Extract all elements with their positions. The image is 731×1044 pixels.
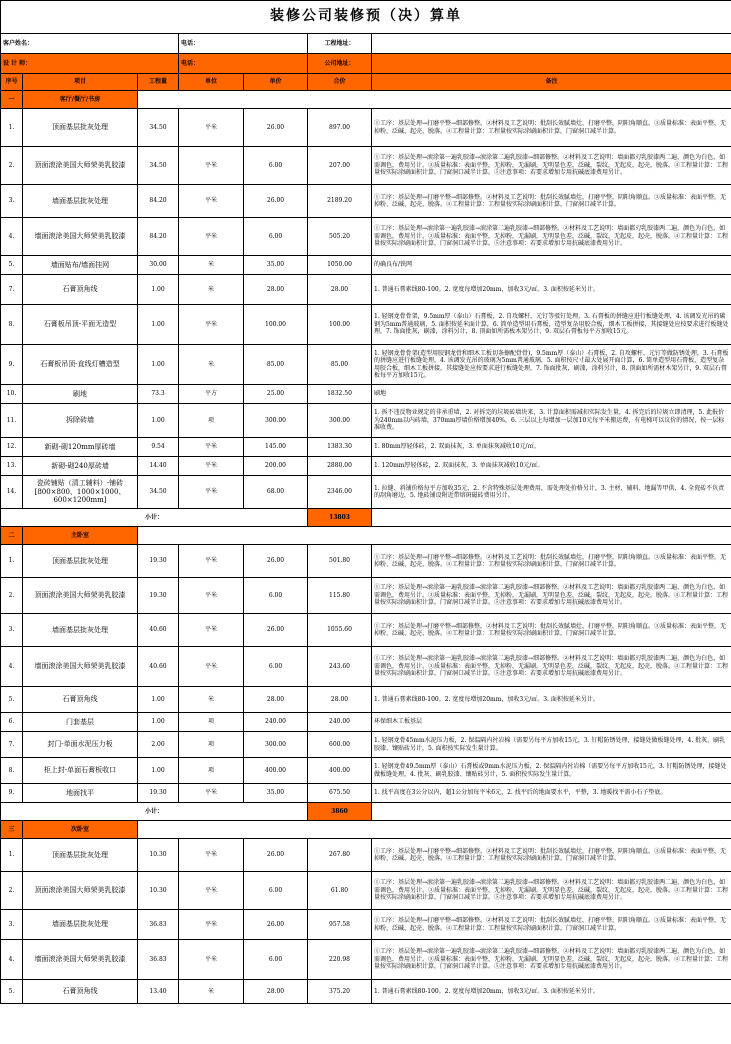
- row-unit: 平米: [179, 784, 244, 803]
- row-item: 顶面滚涂美国大师荣美乳胶漆: [23, 147, 138, 185]
- section-no: 二: [1, 527, 23, 545]
- row-total: 85.00: [308, 345, 372, 385]
- row-unit: 米: [179, 345, 244, 385]
- row-price: 68.00: [244, 476, 308, 509]
- header-total: 合价: [308, 74, 372, 91]
- row-price: 6.00: [244, 578, 308, 614]
- table-row: [1, 147, 731, 185]
- row-qty: 34.50: [138, 147, 179, 185]
- row-note: 1. 120mm厚轻体砖，2. 双面抹灰，3. 单面抹灰减收10元/㎡。: [372, 457, 731, 476]
- header-qty: 工程量: [138, 74, 179, 91]
- row-total: 1832.50: [308, 385, 372, 404]
- table-row: [1, 839, 731, 872]
- row-unit: 平米: [179, 185, 244, 218]
- row-qty: 19.30: [138, 784, 179, 803]
- row-no: 5.: [1, 687, 23, 713]
- row-item: 新砌-砌120mm厚砖墙: [23, 438, 138, 457]
- section-no: 一: [1, 91, 23, 109]
- subtotal-value: 3860: [308, 803, 372, 821]
- row-item: 顶面基层批灰处理: [23, 109, 138, 147]
- section-filler: [138, 91, 731, 109]
- row-total: 1055.60: [308, 614, 372, 647]
- section-header: [1, 527, 731, 545]
- row-note: ①工序：基层处理→滚涂第一遍乳胶漆→滚涂第二遍乳胶漆→细部修整。②材料及工艺说明：墙面都刃乳胶漆两二遍，颜色为白色，如需调色，费用另计。③质量标准：表面平整，无掉粉，无漏刷，无明显色差，泛碱，裂纹，无起皮，起壳，脱落。④工程量计算：工程量按实际涂刷面积计算，门窗洞口减半计算。⑤注意事项：若要求增加专用抗碱底漆费用另计。: [372, 940, 731, 980]
- row-item: 瓷砖铺贴（清工辅料）-铺砖[800×800、1000×1000、600×1200mm]: [23, 476, 138, 509]
- subtotal-row: [1, 509, 731, 527]
- row-qty: 13.40: [138, 980, 179, 1004]
- row-qty: 40.60: [138, 614, 179, 647]
- row-total: 267.80: [308, 839, 372, 872]
- row-total: 375.20: [308, 980, 372, 1004]
- row-price: 26.00: [244, 614, 308, 647]
- column-headers: [1, 74, 731, 91]
- row-price: 6.00: [244, 940, 308, 980]
- row-item: 墙面基层批灰处理: [23, 910, 138, 940]
- row-price: 28.00: [244, 687, 308, 713]
- row-note: ①工序：基层处理→打磨平整→细部修整。②材料及工艺说明：批刮长效腻墙灶，打磨平整，阴阳角顺直。③质量标准：表面平整，无掉粉、泛碱、起壳、脱落。④工程量计算：工程量按实际涂刷面积计算，门窗洞口减半计算。: [372, 910, 731, 940]
- row-unit: 平米: [179, 839, 244, 872]
- row-price: 6.00: [244, 147, 308, 185]
- row-total: 220.98: [308, 940, 372, 980]
- row-price: 35.00: [244, 256, 308, 275]
- table-row: [1, 940, 731, 980]
- row-unit: 平米: [179, 147, 244, 185]
- row-note: 1. 轻钢龙骨骨架，9.5mm厚（泰山）石膏板，2. 自攻螺杆、元钉等驳钉处理，3. 石膏板的拼缝应进行板缝处理，4. 该调发光吊的碳钢为5mm普通玻璃，5. 面积按延米面计算，6. 简单造型用石膏板，造型复杂用胶合板，细木工板拼接，其接缝处应按要求进行板缝处理，7. 饰面批灰，刷漆，涂料另计，8. 顶面如所需板木架另计，9. 双层石膏板每平方加收15元。: [372, 305, 731, 345]
- row-qty: 34.50: [138, 109, 179, 147]
- table-row: [1, 647, 731, 687]
- row-total: 28.00: [308, 275, 372, 305]
- table-row: [1, 404, 731, 438]
- table-row: [1, 345, 731, 385]
- designer-phone-label: 电话：: [179, 54, 308, 74]
- row-no: 5.: [1, 980, 23, 1004]
- row-price: 35.00: [244, 784, 308, 803]
- row-total: 2189.20: [308, 185, 372, 218]
- row-no: 8.: [1, 758, 23, 784]
- row-no: 4.: [1, 940, 23, 980]
- row-total: 207.00: [308, 147, 372, 185]
- header-price: 单价: [244, 74, 308, 91]
- row-total: 2346.00: [308, 476, 372, 509]
- row-total: 240.00: [308, 713, 372, 732]
- row-item: 拆除砖墙: [23, 404, 138, 438]
- row-price: 100.00: [244, 305, 308, 345]
- row-item: 柜上封-单面石膏板收口: [23, 758, 138, 784]
- table-row: [1, 256, 731, 275]
- row-qty: 1.00: [138, 687, 179, 713]
- row-qty: 36.83: [138, 940, 179, 980]
- row-note: 1. 普通石膏素线80-100。2. 宽度每增加20mm，加收3元/㎡。3. 面积按延米另计。: [372, 275, 731, 305]
- row-item: 石膏顶角线: [23, 980, 138, 1004]
- table-row: [1, 578, 731, 614]
- row-no: 14.: [1, 476, 23, 509]
- company-address-label: 公司地址：: [308, 54, 372, 74]
- row-qty: 1.00: [138, 275, 179, 305]
- row-note: 1. 80mm厚轻体砖，2. 双面抹灰，3. 单面抹灰减收10元/㎡。: [372, 438, 731, 457]
- row-unit: 米: [179, 687, 244, 713]
- row-no: 3.: [1, 185, 23, 218]
- header-item: 项目: [23, 74, 138, 91]
- table-row: [1, 758, 731, 784]
- row-note: 刷地: [372, 385, 731, 404]
- row-no: 13.: [1, 457, 23, 476]
- subtotal-note: [372, 803, 731, 821]
- table-row: [1, 385, 731, 404]
- row-unit: 平米: [179, 647, 244, 687]
- section-filler: [138, 821, 731, 839]
- row-note: ①工序：基层处理→打磨平整→细部修整。②材料及工艺说明：批刮长效腻墙灶，打磨平整，阴阳角顺直。③质量标准：表面平整，无掉粉、泛碱、起壳、脱落。④工程量计算：工程量按实际涂刷面积计算，门窗洞口减半计算。: [372, 185, 731, 218]
- subtotal-value: 13803: [308, 509, 372, 527]
- row-unit: 项: [179, 758, 244, 784]
- row-item: 顶面滚涂美国大师荣美乳胶漆: [23, 872, 138, 910]
- row-unit: 平方: [179, 385, 244, 404]
- section-header: [1, 821, 731, 839]
- row-total: 957.58: [308, 910, 372, 940]
- row-item: 顶面基层批灰处理: [23, 545, 138, 578]
- section-name: 次卧室: [23, 821, 138, 839]
- row-no: 9.: [1, 784, 23, 803]
- section-name: 主卧室: [23, 527, 138, 545]
- subtotal-row: [1, 803, 731, 821]
- row-qty: 34.50: [138, 476, 179, 509]
- header-note: 备注: [372, 74, 731, 91]
- row-item: 顶面滚涂美国大师荣美乳胶漆: [23, 578, 138, 614]
- row-total: 115.80: [308, 578, 372, 614]
- row-item: 墙面贴布/墙面挂网: [23, 256, 138, 275]
- row-no: 6.: [1, 713, 23, 732]
- row-price: 26.00: [244, 545, 308, 578]
- table-row: [1, 784, 731, 803]
- row-item: 地面找平: [23, 784, 138, 803]
- row-item: 刷地: [23, 385, 138, 404]
- row-note: 环保细木工板基层: [372, 713, 731, 732]
- row-price: 28.00: [244, 980, 308, 1004]
- row-price: 240.00: [244, 713, 308, 732]
- row-price: 26.00: [244, 185, 308, 218]
- table-row: [1, 872, 731, 910]
- table-row: [1, 713, 731, 732]
- row-item: 石膏板吊顶-平面无造型: [23, 305, 138, 345]
- row-total: 61.80: [308, 872, 372, 910]
- row-note: ①工序：基层处理→打磨平整→细部修整。②材料及工艺说明：批刮长效腻墙灶，打磨平整，阴阳角顺直。③质量标准：表面平整，无掉粉、泛碱、起壳、脱落。④工程量计算：工程量按实际涂刷面积计算，门窗洞口减半计算。: [372, 109, 731, 147]
- row-unit: 平米: [179, 872, 244, 910]
- row-total: 1050.00: [308, 256, 372, 275]
- row-qty: 1.00: [138, 758, 179, 784]
- row-qty: 1.00: [138, 345, 179, 385]
- row-price: 6.00: [244, 647, 308, 687]
- row-note: ①工序：基层处理→滚涂第一遍乳胶漆→滚涂第二遍乳胶漆→细部修整。②材料及工艺说明：墙面都刃乳胶漆两二遍，颜色为白色，如需调色，费用另计。③质量标准：表面平整，无掉粉，无漏刷，无明显色差，泛碱，裂纹，无起皮，起壳，脱落。④工程量计算：工程量按实际涂刷面积计算，门窗洞口减半计算。⑤注意事项：若要求增加专用抗碱底漆费用另计。: [372, 647, 731, 687]
- row-price: 6.00: [244, 872, 308, 910]
- row-note: ①工序：基层处理→滚涂第一遍乳胶漆→滚涂第二遍乳胶漆→细部修整。②材料及工艺说明：墙面都刃乳胶漆两二遍，颜色为白色，如需调色，费用另计。③质量标准：表面平整，无掉粉，无漏刷，无明显色差，泛碱，裂纹，无起皮，起壳，脱落。④工程量计算：工程量按实际涂刷面积计算，门窗洞口减半计算。⑤注意事项：若要求增加专用抗碱底漆费用另计。: [372, 872, 731, 910]
- row-note: ①工序：基层处理→打磨平整→细部修整。②材料及工艺说明：批刮长效腻墙灶，打磨平整，阴阳角顺直。③质量标准：表面平整，无掉粉、泛碱、起壳、脱落。④工程量计算：工程量按实际涂刷面积计算，门窗洞口减半计算。: [372, 614, 731, 647]
- row-no: 4.: [1, 647, 23, 687]
- row-price: 28.00: [244, 275, 308, 305]
- row-qty: 10.30: [138, 872, 179, 910]
- row-price: 300.00: [244, 404, 308, 438]
- row-price: 85.00: [244, 345, 308, 385]
- row-note: 的确良布/铁网: [372, 256, 731, 275]
- row-note: 1. 拉缝、斜铺价格每平方加收35元，2. 不含特殊基层处理费用，需处理处价格另计，3. 主材、辅料、地漏等甲供，4. 全瓷砖不负责的刮角磨边，5. 地砖铺设附近带熔斑磁砖费用另计。: [372, 476, 731, 509]
- row-note: ①工序：基层处理→滚涂第一遍乳胶漆→滚涂第二遍乳胶漆→细部修整。②材料及工艺说明：墙面都刃乳胶漆两二遍，颜色为白色，如需调色，费用另计。③质量标准：表面平整，无掉粉，无漏刷，无明显色差，泛碱，裂纹，无起皮，起壳，脱落。④工程量计算：工程量按实际涂刷面积计算，门窗洞口减半计算。⑤注意事项：若要求增加专用抗碱底漆费用另计。: [372, 218, 731, 256]
- row-qty: 1.00: [138, 404, 179, 438]
- row-item: 石膏顶角线: [23, 275, 138, 305]
- subtotal-note: [372, 509, 731, 527]
- row-qty: 84.20: [138, 185, 179, 218]
- row-unit: 平米: [179, 910, 244, 940]
- row-unit: 米: [179, 980, 244, 1004]
- table-row: [1, 218, 731, 256]
- row-no: 5.: [1, 256, 23, 275]
- row-unit: 平米: [179, 218, 244, 256]
- row-price: 26.00: [244, 910, 308, 940]
- row-unit: 平米: [179, 109, 244, 147]
- table-row: [1, 687, 731, 713]
- table-row: [1, 910, 731, 940]
- row-qty: 1.00: [138, 305, 179, 345]
- table-row: [1, 185, 731, 218]
- row-item: 墙面基层批灰处理: [23, 614, 138, 647]
- row-price: 25.00: [244, 385, 308, 404]
- row-no: 4.: [1, 218, 23, 256]
- row-price: 300.00: [244, 732, 308, 758]
- row-no: 7.: [1, 732, 23, 758]
- section-no: 三: [1, 821, 23, 839]
- row-unit: 项: [179, 404, 244, 438]
- table-row: [1, 109, 731, 147]
- row-unit: 平米: [179, 545, 244, 578]
- row-price: 6.00: [244, 218, 308, 256]
- row-price: 26.00: [244, 109, 308, 147]
- row-note: ①工序：基层处理→打磨平整→细部修整。②材料及工艺说明：批刮长效腻墙灶，打磨平整，阴阳角顺直。③质量标准：表面平整，无掉粉、泛碱、起壳、脱落。④工程量计算：工程量按实际涂刷面积计算，门窗洞口减半计算。: [372, 839, 731, 872]
- row-unit: 平米: [179, 457, 244, 476]
- site-address-label: 工程地址：: [308, 34, 372, 54]
- row-total: 501.80: [308, 545, 372, 578]
- row-unit: 平米: [179, 305, 244, 345]
- row-no: 1.: [1, 109, 23, 147]
- row-item: 墙面基层批灰处理: [23, 185, 138, 218]
- row-item: 石膏板吊顶-直线灯槽造型: [23, 345, 138, 385]
- row-price: 400.00: [244, 758, 308, 784]
- row-no: 3.: [1, 910, 23, 940]
- row-total: 2880.00: [308, 457, 372, 476]
- row-unit: 平米: [179, 476, 244, 509]
- row-total: 300.00: [308, 404, 372, 438]
- row-total: 100.00: [308, 305, 372, 345]
- row-unit: 平米: [179, 438, 244, 457]
- table-row: [1, 305, 731, 345]
- row-no: 9.: [1, 345, 23, 385]
- subtotal-label: 小计：: [1, 509, 308, 527]
- row-qty: 36.83: [138, 910, 179, 940]
- row-unit: 平米: [179, 940, 244, 980]
- row-qty: 19.30: [138, 578, 179, 614]
- row-note: 1. 拆不违反物业规定的非承重墙，2. 对拆完的垃圾砖墙块来，3. 计算面积需减扣实际发生量，4. 拆完后的垃圾立即清理，5. 此报价为240mm以内砖墙，370mm厚墙价格增加40%，6. 三层以上每增加一层加10元每平米搬运费，有电梯可以议价的情况，按一层标准收费。: [372, 404, 731, 438]
- row-no: 2.: [1, 872, 23, 910]
- table-row: [1, 980, 731, 1004]
- row-item: 墙面滚涂美国大师荣美乳胶漆: [23, 647, 138, 687]
- client-name-label: 客户姓名：: [1, 34, 179, 54]
- row-no: 8.: [1, 305, 23, 345]
- row-no: 2.: [1, 578, 23, 614]
- subtotal-label: 小计：: [1, 803, 308, 821]
- row-unit: 米: [179, 275, 244, 305]
- row-item: 顶面基层批灰处理: [23, 839, 138, 872]
- row-no: 3.: [1, 614, 23, 647]
- row-qty: 73.3: [138, 385, 179, 404]
- table-row: [1, 476, 731, 509]
- table-row: [1, 438, 731, 457]
- row-no: 10.: [1, 385, 23, 404]
- row-item: 墙面滚涂美国大师荣美乳胶漆: [23, 218, 138, 256]
- row-item: 墙面滚涂美国大师荣美乳胶漆: [23, 940, 138, 980]
- row-note: 1. 普通石膏素线80-100。2. 宽度每增加20mm，加收3元/㎡。3. 面积按延米另计。: [372, 980, 731, 1004]
- row-note: 1. 轻钢龙骨45mm水泥压力板，2. 保温隔内衬岩棉（需要另每平方加收15元，3. 钉帽防锈处理，接缝处做板缝处理，4. 批灰、刷乳胶漆、镶贴砖另计，5. 面积按实际发生量计算。: [372, 732, 731, 758]
- row-unit: 米: [179, 256, 244, 275]
- row-item: 门套基层: [23, 713, 138, 732]
- row-no: 2.: [1, 147, 23, 185]
- row-total: 600.00: [308, 732, 372, 758]
- section-name: 客厅/餐厅/书房: [23, 91, 138, 109]
- row-total: 505.20: [308, 218, 372, 256]
- row-unit: 平米: [179, 614, 244, 647]
- row-qty: 84.20: [138, 218, 179, 256]
- table-row: [1, 732, 731, 758]
- row-qty: 40.60: [138, 647, 179, 687]
- row-no: 11.: [1, 404, 23, 438]
- header-no: 序号: [1, 74, 23, 91]
- row-price: 200.00: [244, 457, 308, 476]
- row-total: 243.60: [308, 647, 372, 687]
- row-qty: 30.00: [138, 256, 179, 275]
- row-unit: 项: [179, 713, 244, 732]
- row-price: 26.00: [244, 839, 308, 872]
- row-qty: 9.54: [138, 438, 179, 457]
- row-note: ①工序：基层处理→滚涂第一遍乳胶漆→滚涂第二遍乳胶漆→细部修整。②材料及工艺说明：墙面都刃乳胶漆两二遍，颜色为白色，如需调色，费用另计。③质量标准：表面平整，无掉粉，无漏刷，无明显色差，泛碱，裂纹，无起皮，起壳，脱落。④工程量计算：工程量按实际涂刷面积计算，门窗洞口减半计算。⑤注意事项：若要求增加专用抗碱底漆费用另计。: [372, 578, 731, 614]
- row-qty: 10.30: [138, 839, 179, 872]
- sheet-title: 装修公司装修预（决）算单: [1, 1, 731, 34]
- site-address-value[interactable]: [372, 34, 731, 54]
- row-qty: 19.30: [138, 545, 179, 578]
- client-phone-label: 电话：: [179, 34, 308, 54]
- row-item: 新砌-砌240厚砖墙: [23, 457, 138, 476]
- row-qty: 2.00: [138, 732, 179, 758]
- table-row: [1, 457, 731, 476]
- section-header: [1, 91, 731, 109]
- row-qty: 1.00: [138, 713, 179, 732]
- row-item: 封门-单面水泥压力板: [23, 732, 138, 758]
- row-unit: 项: [179, 732, 244, 758]
- row-total: 675.50: [308, 784, 372, 803]
- section-filler: [138, 527, 731, 545]
- header-unit: 单位: [179, 74, 244, 91]
- row-note: ①工序：基层处理→滚涂第一遍乳胶漆→滚涂第二遍乳胶漆→细部修整。②材料及工艺说明：墙面都刃乳胶漆两二遍，颜色为白色，如需调色，费用另计。③质量标准：表面平整，无掉粉，无漏刷，无明显色差，泛碱，裂纹，无起皮，起壳，脱落。④工程量计算：工程量按实际涂刷面积计算，门窗洞口减半计算。⑤注意事项：若要求增加专用抗碱底漆费用另计。: [372, 147, 731, 185]
- table-row: [1, 275, 731, 305]
- row-total: 400.00: [308, 758, 372, 784]
- row-no: 1.: [1, 545, 23, 578]
- row-note: ①工序：基层处理→打磨平整→细部修整。②材料及工艺说明：批刮长效腻墙灶，打磨平整，阴阳角顺直。③质量标准：表面平整，无掉粉、泛碱、起壳、脱落。④工程量计算：工程量按实际涂刷面积计算，门窗洞口减半计算。: [372, 545, 731, 578]
- row-note: 1. 轻钢龙骨骨架(造型用胶钢龙骨和细木工板切条擦配骨骨)，9.5mm厚（泰山）石膏板，2. 自攻螺杆、元钉等做防锈处理，3. 石膏板的拼缝应进行板缝处理，4. 该调发光吊的玻璃为5mm普通玻璃，5. 面积按尺寸最大处展开面计算，6. 简单造型用石膏板，造型复杂用胶合板，细木工板拼接，其接缝处应按要求进行板缝处理，7. 饰面批灰，刷漆，涂料另计，8. 顶面如所需材木架另计，9. 双层石膏板每平方加收15元。: [372, 345, 731, 385]
- row-note: 1. 普通石膏素线80-100。2. 宽度每增加20mm，加收3元/㎡。3. 面积按延米另计。: [372, 687, 731, 713]
- row-no: 12.: [1, 438, 23, 457]
- table-row: [1, 614, 731, 647]
- row-total: 897.00: [308, 109, 372, 147]
- row-note: 1. 找平高度在3公分以内，超1公分加每平米6元，2. 找平后的地面要水平，平整，3. 地暖找平需小石子垫底。: [372, 784, 731, 803]
- row-total: 1383.30: [308, 438, 372, 457]
- row-qty: 14.40: [138, 457, 179, 476]
- row-note: 1. 轻钢龙骨49.5mm厚（泰山）石膏板或9mm水泥压力板，2. 保温隔内衬岩棉（需要另每平方加收15元，3. 钉帽防锈处理，接缝处做板缝处理，4. 批灰、刷乳胶漆、镶贴砖另计，5. 面积按实际发生量计算。: [372, 758, 731, 784]
- row-total: 28.00: [308, 687, 372, 713]
- row-item: 石膏顶角线: [23, 687, 138, 713]
- designer-label: 设 计 师：: [1, 54, 179, 74]
- row-price: 145.00: [244, 438, 308, 457]
- row-unit: 平米: [179, 578, 244, 614]
- row-no: 7.: [1, 275, 23, 305]
- table-row: [1, 545, 731, 578]
- row-no: 1.: [1, 839, 23, 872]
- company-address-value[interactable]: [372, 54, 731, 74]
